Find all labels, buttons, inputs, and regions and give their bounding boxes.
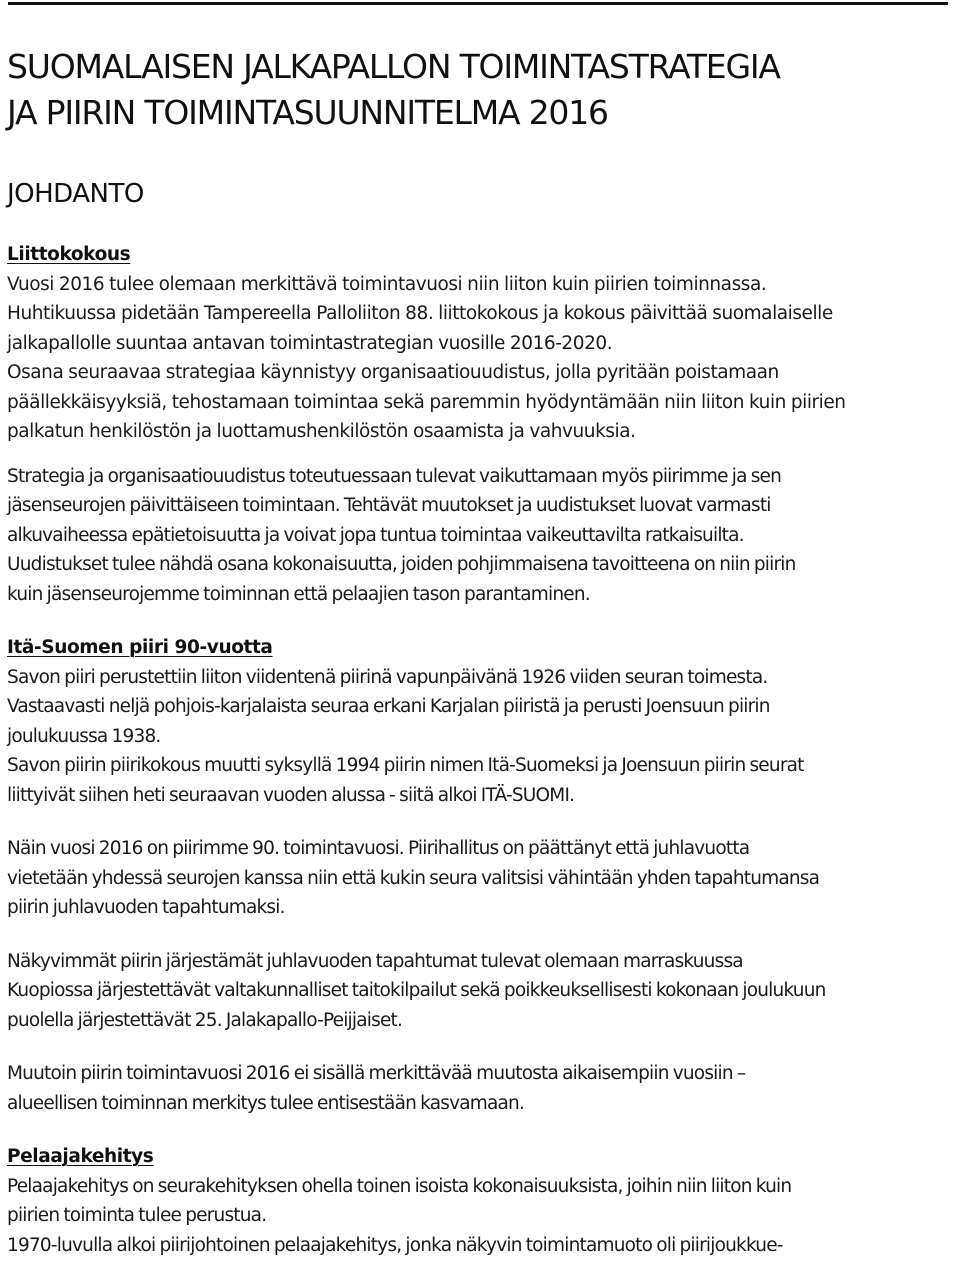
- text-line: piirien toiminta tulee perustua.: [7, 1205, 267, 1226]
- text-line: Pelaajakehitys on seurakehityksen ohella toinen isoista kokonaisuuksista, joihin niin liiton kuin: [7, 1175, 792, 1197]
- paragraph: [7, 663, 955, 811]
- text-line: Vuosi 2016 tulee olemaan merkittävä toimintavuosi niin liiton kuin piirien toiminnassa.: [7, 273, 767, 295]
- paragraph: [7, 834, 955, 923]
- text-line: Muutoin piirin toimintavuosi 2016 ei sisällä merkittävää muutosta aikaisempiin vuosiin –: [7, 1063, 746, 1084]
- text-line: Savon piiri perustettiin liiton viidentenä piirinä vapunpäivänä 1926 viiden seuran toimesta.: [7, 666, 768, 688]
- text-line: alkuvaiheessa epätietoisuutta ja voivat jopa tuntua toimintaa vaikeuttavilta ratkaisuilta.: [7, 524, 744, 546]
- text-line: joulukuussa 1938.: [7, 725, 161, 747]
- paragraph: [7, 1059, 955, 1118]
- document-body: [7, 44, 955, 1260]
- top-rule: [8, 2, 948, 5]
- text-line: 1970-luvulla alkoi piirijohtoinen pelaajakehitys, jonka näkyvin toimintamuoto oli piirijoukkue-: [7, 1234, 783, 1256]
- text-line: vietetään yhdessä seurojen kanssa niin että kukin seura valitsisi vähintään yhden tapahtumansa: [7, 867, 820, 889]
- text-line: liittyivät siihen heti seuraavan vuoden alussa - siitä alkoi ITÄ-SUOMI.: [7, 784, 575, 806]
- text-line: Näin vuosi 2016 on piirimme 90. toimintavuosi. Piirihallitus on päättänyt että juhlavuotta: [7, 838, 750, 859]
- paragraph: [7, 270, 955, 447]
- text-line: Näkyvimmät piirin järjestämät juhlavuoden tapahtumat tulevat olemaan marraskuussa: [7, 950, 743, 972]
- text-line: Uudistukset tulee nähdä osana kokonaisuutta, joiden pohjimmaisena tavoitteena on niin piirin: [7, 554, 796, 575]
- text-line: Strategia ja organisaatiouudistus toteutuessaan tulevat vaikuttamaan myös piirimme ja sen: [7, 465, 782, 487]
- paragraph: [7, 1172, 955, 1261]
- text-line: palkatun henkilöstön ja luottamushenkilöstön osaamista ja vahvuuksia.: [7, 421, 636, 442]
- section-liittokokous: [7, 240, 955, 609]
- document-title: [7, 44, 955, 136]
- text-line: Savon piirin piirikokous muutti syksyllä 1994 piirin nimen Itä-Suomeksi ja Joensuun piirin seurat: [7, 755, 804, 776]
- text-line: kuin jäsenseurojemme toiminnan että pelaajien tason parantaminen.: [7, 583, 590, 605]
- title-line: JA PIIRIN TOIMINTASUUNNITELMA 2016: [7, 93, 608, 132]
- text-line: alueellisen toiminnan merkitys tulee entisestään kasvamaan.: [7, 1092, 525, 1114]
- text-line: Osana seuraavaa strategiaa käynnistyy organisaatiouudistus, jolla pyritään poistamaan: [7, 362, 779, 383]
- section-title: JOHDANTO: [7, 179, 144, 209]
- title-line: SUOMALAISEN JALKAPALLON TOIMINTASTRATEGIA: [7, 47, 780, 86]
- section-pelaajakehitys: [7, 1142, 955, 1260]
- section-heading: Pelaajakehitys: [7, 1146, 154, 1167]
- section-ita-suomen-piiri: [7, 633, 955, 1118]
- text-line: puolella järjestettävät 25. Jalakapallo-Peijjaiset.: [7, 1009, 403, 1031]
- text-line: jäsenseurojen päivittäiseen toimintaan. Tehtävät muutokset ja uudistukset luovat varmasti: [7, 495, 771, 516]
- paragraph: [7, 462, 955, 610]
- text-line: Kuopiossa järjestettävät valtakunnalliset taitokilpailut sekä poikkeuksellisesti kokonaan joulukuun: [7, 980, 826, 1001]
- paragraph: [7, 947, 955, 1036]
- text-line: Huhtikuussa pidetään Tampereella Palloliiton 88. liittokokous ja kokous päivittää suomalaiselle: [7, 303, 833, 324]
- text-line: Vastaavasti neljä pohjois-karjalaista seuraa erkani Karjalan piiristä ja perusti Joensuun piirin: [7, 696, 770, 717]
- text-line: piirin juhlavuoden tapahtumaksi.: [7, 897, 285, 918]
- section-heading: Itä-Suomen piiri 90-vuotta: [7, 637, 273, 658]
- text-line: jalkapallolle suuntaa antavan toimintastrategian vuosille 2016-2020.: [7, 332, 613, 354]
- text-line: päällekkäisyyksiä, tehostamaan toimintaa sekä paremmin hyödyntämään niin liiton kuin piirien: [7, 391, 846, 413]
- section-heading: Liittokokous: [7, 244, 131, 265]
